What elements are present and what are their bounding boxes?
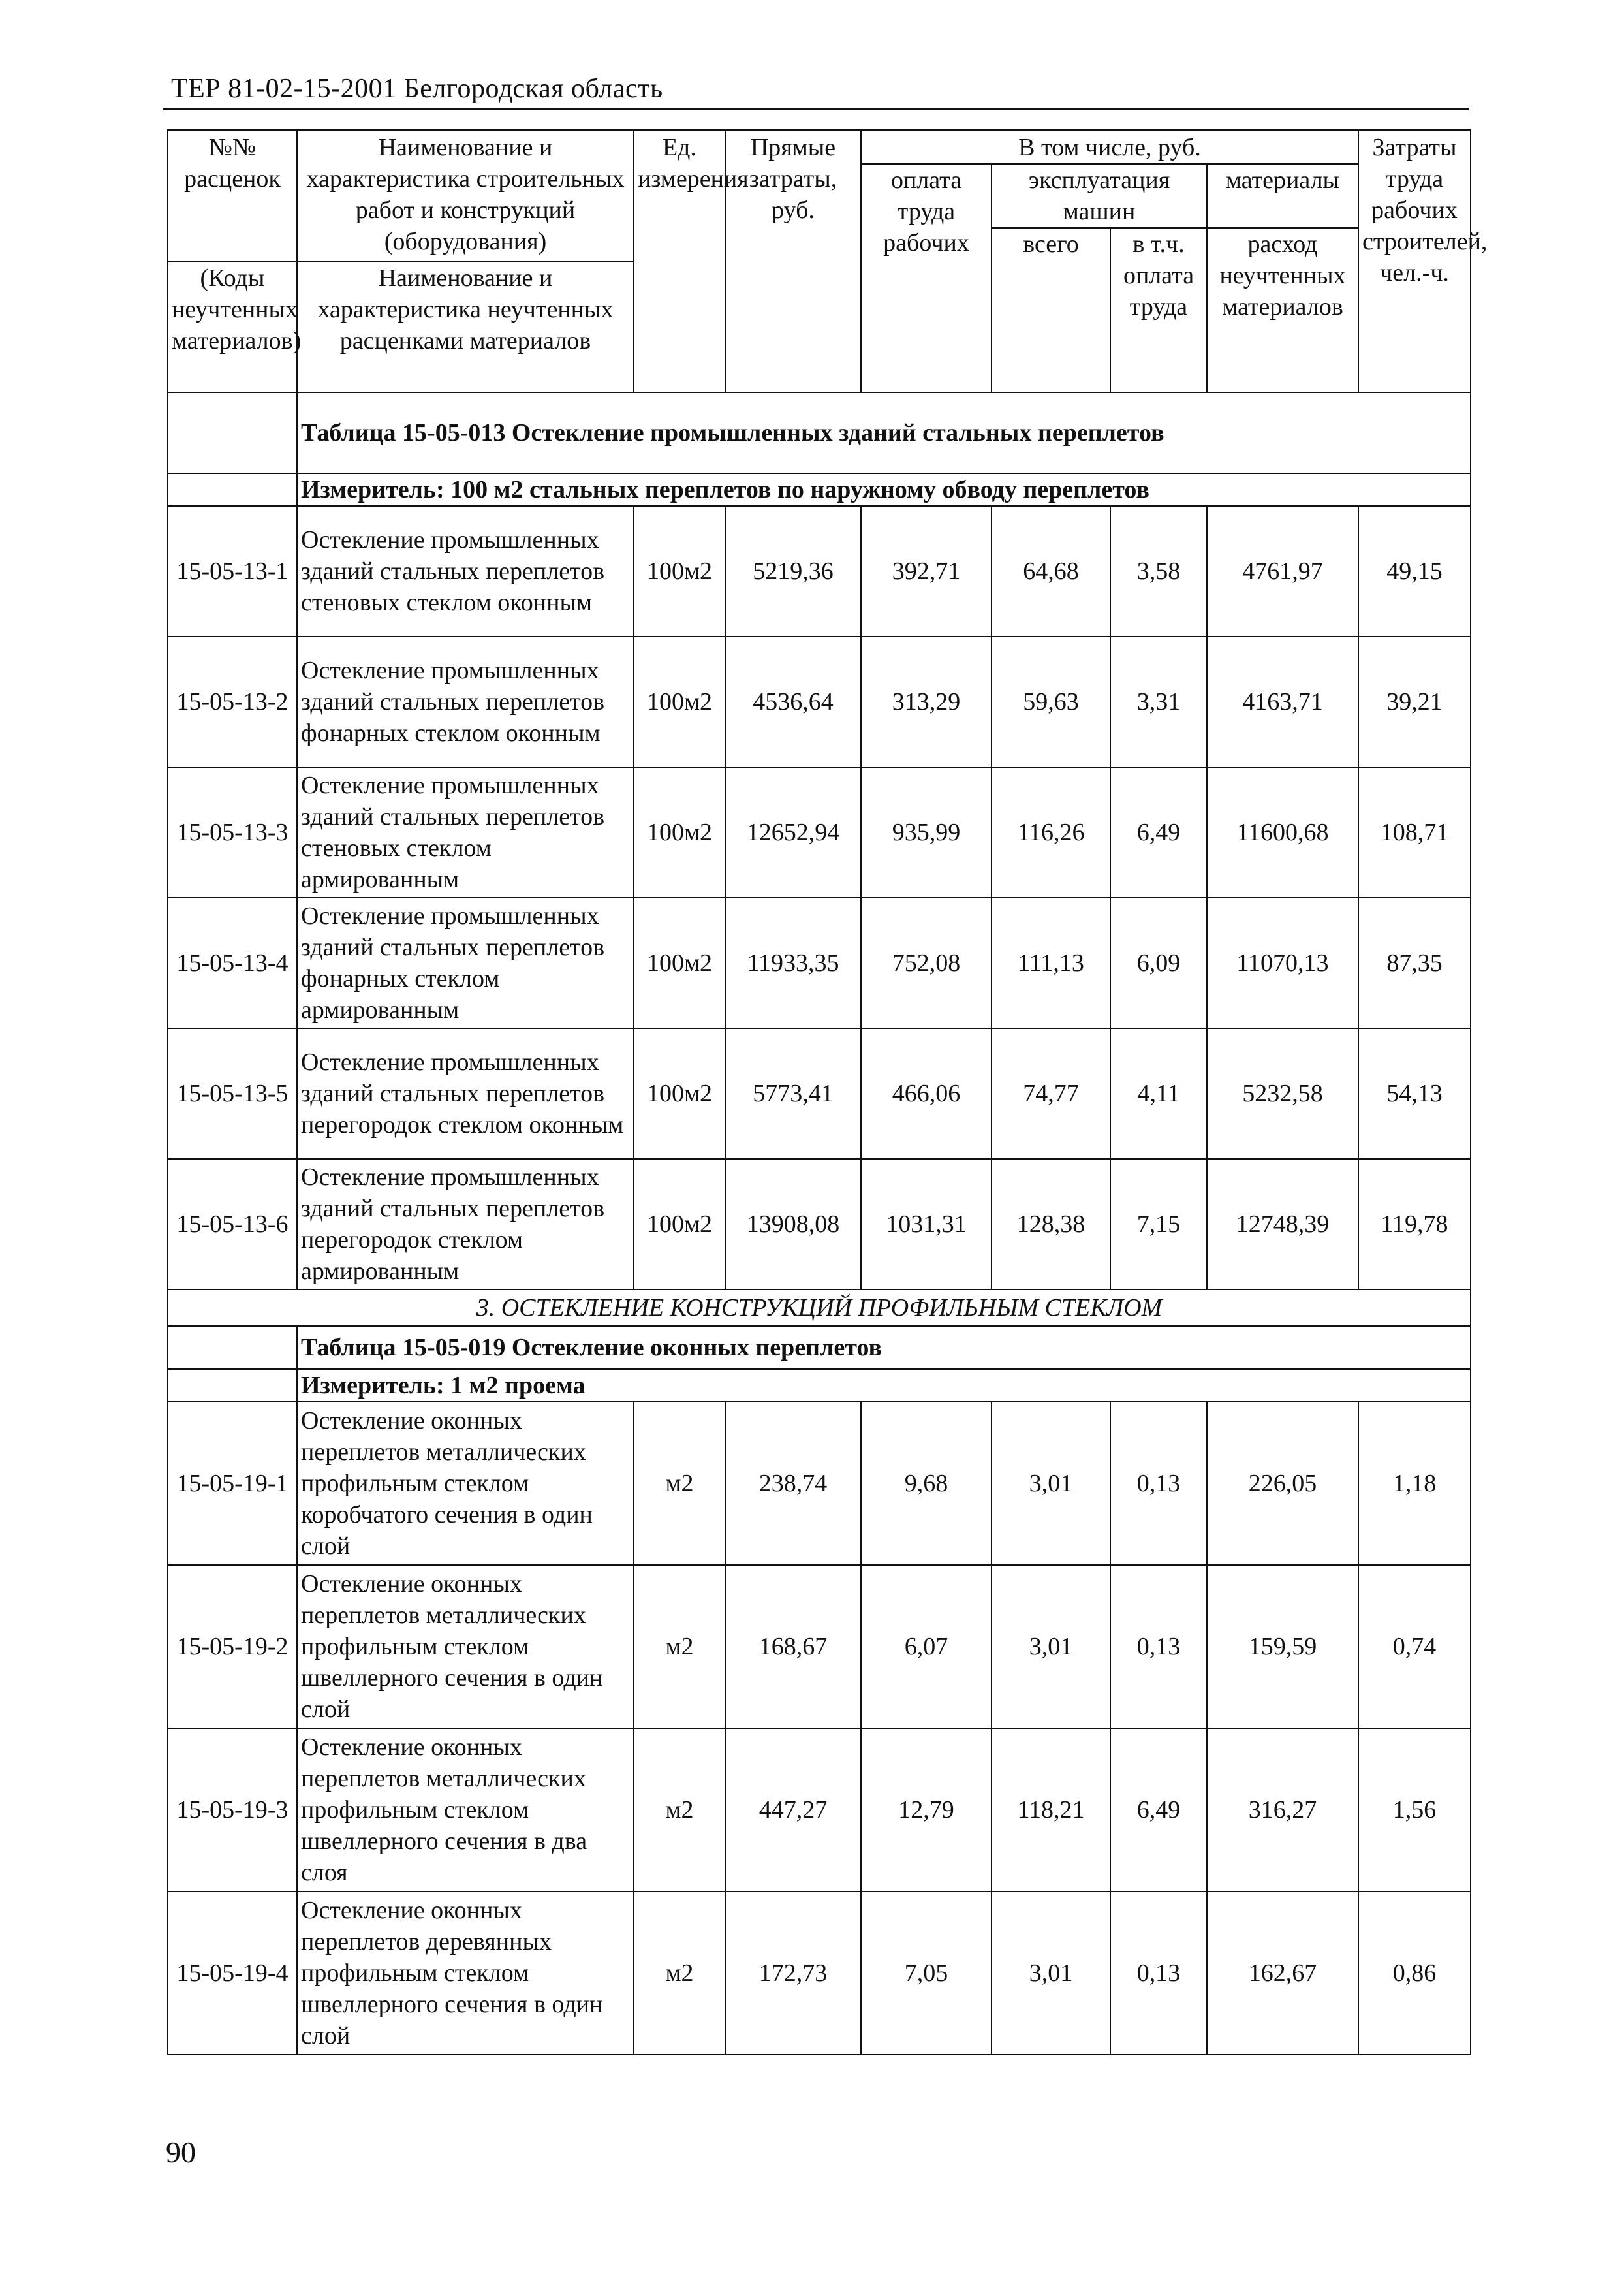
rate-code: 15-05-19-1 bbox=[168, 1402, 297, 1565]
header-including: В том числе, руб. bbox=[861, 130, 1358, 164]
rate-code: 15-05-13-4 bbox=[168, 898, 297, 1028]
header-code-alt: (Коды неучтенных материалов) bbox=[168, 262, 297, 392]
materials: 226,05 bbox=[1207, 1402, 1358, 1565]
section-heading: 3. ОСТЕКЛЕНИЕ КОНСТРУКЦИЙ ПРОФИЛЬНЫМ СТЕКЛОМ bbox=[168, 1289, 1471, 1326]
direct-costs: 168,67 bbox=[725, 1565, 861, 1728]
rate-code: 15-05-13-3 bbox=[168, 767, 297, 898]
wages: 466,06 bbox=[861, 1028, 992, 1159]
page-number: 90 bbox=[166, 2136, 196, 2169]
machines-total: 118,21 bbox=[992, 1728, 1110, 1891]
work-name: Остекление оконных переплетов металлических профильным стеклом коробчатого сечения в один слой bbox=[297, 1402, 634, 1565]
labor: 49,15 bbox=[1358, 506, 1471, 637]
wages: 6,07 bbox=[861, 1565, 992, 1728]
table-row bbox=[168, 1159, 1471, 1289]
header-code: №№ расценок bbox=[168, 130, 297, 262]
materials: 159,59 bbox=[1207, 1565, 1358, 1728]
wages: 935,99 bbox=[861, 767, 992, 898]
direct-costs: 4536,64 bbox=[725, 637, 861, 767]
header-name-alt: Наименование и характеристика неучтенных расценками материалов bbox=[297, 262, 634, 392]
wages: 752,08 bbox=[861, 898, 992, 1028]
labor: 39,21 bbox=[1358, 637, 1471, 767]
header-name: Наименование и характеристика строительных работ и конструкций (оборудования) bbox=[297, 130, 634, 262]
machines-total: 3,01 bbox=[992, 1402, 1110, 1565]
materials: 4163,71 bbox=[1207, 637, 1358, 767]
header-materials-unaccounted: расход неучтенных материалов bbox=[1207, 228, 1358, 392]
header-direct-costs: Прямые затраты, руб. bbox=[725, 130, 861, 392]
spacer-cell bbox=[168, 1326, 297, 1369]
table-row bbox=[168, 637, 1471, 767]
work-name: Остекление промышленных зданий стальных переплетов перегородок стеклом оконным bbox=[297, 1028, 634, 1159]
wages: 12,79 bbox=[861, 1728, 992, 1891]
machines-wages: 0,13 bbox=[1110, 1565, 1207, 1728]
rate-code: 15-05-13-2 bbox=[168, 637, 297, 767]
work-name: Остекление промышленных зданий стальных переплетов стеновых стеклом армированным bbox=[297, 767, 634, 898]
direct-costs: 11933,35 bbox=[725, 898, 861, 1028]
machines-total: 74,77 bbox=[992, 1028, 1110, 1159]
direct-costs: 5219,36 bbox=[725, 506, 861, 637]
direct-costs: 13908,08 bbox=[725, 1159, 861, 1289]
table-row bbox=[168, 1565, 1471, 1728]
direct-costs: 447,27 bbox=[725, 1728, 861, 1891]
wages: 392,71 bbox=[861, 506, 992, 637]
rate-code: 15-05-19-2 bbox=[168, 1565, 297, 1728]
machines-total: 3,01 bbox=[992, 1891, 1110, 2055]
header-materials: материалы bbox=[1207, 164, 1358, 228]
unit: 100м2 bbox=[634, 637, 725, 767]
header-wages: оплата труда рабочих bbox=[861, 164, 992, 392]
spacer-cell bbox=[168, 1369, 297, 1402]
header-rule bbox=[163, 108, 1469, 110]
wages: 7,05 bbox=[861, 1891, 992, 2055]
work-name: Остекление оконных переплетов металлических профильным стеклом швеллерного сечения в один слой bbox=[297, 1565, 634, 1728]
unit: 100м2 bbox=[634, 767, 725, 898]
work-name: Остекление промышленных зданий стальных переплетов фонарных стеклом армированным bbox=[297, 898, 634, 1028]
materials: 316,27 bbox=[1207, 1728, 1358, 1891]
rate-code: 15-05-19-4 bbox=[168, 1891, 297, 2055]
machines-wages: 4,11 bbox=[1110, 1028, 1207, 1159]
table-measure: Измеритель: 100 м2 стальных переплетов по наружному обводу переплетов bbox=[297, 473, 1471, 506]
header-machines-total: всего bbox=[992, 228, 1110, 392]
table-title: Таблица 15-05-019 Остекление оконных переплетов bbox=[297, 1326, 1471, 1369]
machines-total: 59,63 bbox=[992, 637, 1110, 767]
wages: 1031,31 bbox=[861, 1159, 992, 1289]
machines-wages: 6,09 bbox=[1110, 898, 1207, 1028]
machines-wages: 0,13 bbox=[1110, 1402, 1207, 1565]
machines-total: 64,68 bbox=[992, 506, 1110, 637]
rate-code: 15-05-19-3 bbox=[168, 1728, 297, 1891]
rate-code: 15-05-13-5 bbox=[168, 1028, 297, 1159]
work-name: Остекление оконных переплетов деревянных профильным стеклом швеллерного сечения в один слой bbox=[297, 1891, 634, 2055]
header-unit: Ед. измерения bbox=[634, 130, 725, 392]
work-name: Остекление оконных переплетов металлических профильным стеклом швеллерного сечения в два слоя bbox=[297, 1728, 634, 1891]
labor: 0,74 bbox=[1358, 1565, 1471, 1728]
unit: м2 bbox=[634, 1891, 725, 2055]
unit: 100м2 bbox=[634, 506, 725, 637]
machines-wages: 3,31 bbox=[1110, 637, 1207, 767]
unit: м2 bbox=[634, 1565, 725, 1728]
page-header: ТЕР 81-02-15-2001 Белгородская область bbox=[171, 74, 663, 104]
machines-wages: 3,58 bbox=[1110, 506, 1207, 637]
machines-wages: 7,15 bbox=[1110, 1159, 1207, 1289]
direct-costs: 238,74 bbox=[725, 1402, 861, 1565]
materials: 12748,39 bbox=[1207, 1159, 1358, 1289]
header-machines-wages: в т.ч. оплата труда bbox=[1110, 228, 1207, 392]
table-row bbox=[168, 767, 1471, 898]
table-measure: Измеритель: 1 м2 проема bbox=[297, 1369, 1471, 1402]
materials: 4761,97 bbox=[1207, 506, 1358, 637]
header-machines: эксплуатация машин bbox=[992, 164, 1207, 228]
machines-total: 111,13 bbox=[992, 898, 1110, 1028]
table-row bbox=[168, 506, 1471, 637]
labor: 108,71 bbox=[1358, 767, 1471, 898]
wages: 313,29 bbox=[861, 637, 992, 767]
work-name: Остекление промышленных зданий стальных переплетов стеновых стеклом оконным bbox=[297, 506, 634, 637]
machines-total: 3,01 bbox=[992, 1565, 1110, 1728]
unit: м2 bbox=[634, 1402, 725, 1565]
direct-costs: 5773,41 bbox=[725, 1028, 861, 1159]
work-name: Остекление промышленных зданий стальных переплетов перегородок стеклом армированным bbox=[297, 1159, 634, 1289]
unit: 100м2 bbox=[634, 1028, 725, 1159]
materials: 162,67 bbox=[1207, 1891, 1358, 2055]
unit: 100м2 bbox=[634, 1159, 725, 1289]
wages: 9,68 bbox=[861, 1402, 992, 1565]
table-row bbox=[168, 1028, 1471, 1159]
machines-wages: 6,49 bbox=[1110, 767, 1207, 898]
machines-total: 116,26 bbox=[992, 767, 1110, 898]
table-row bbox=[168, 1402, 1471, 1565]
rate-code: 15-05-13-1 bbox=[168, 506, 297, 637]
spacer-cell bbox=[168, 473, 297, 506]
materials: 5232,58 bbox=[1207, 1028, 1358, 1159]
direct-costs: 12652,94 bbox=[725, 767, 861, 898]
table-row bbox=[168, 1728, 1471, 1891]
unit: 100м2 bbox=[634, 898, 725, 1028]
labor: 1,56 bbox=[1358, 1728, 1471, 1891]
direct-costs: 172,73 bbox=[725, 1891, 861, 2055]
machines-total: 128,38 bbox=[992, 1159, 1110, 1289]
labor: 54,13 bbox=[1358, 1028, 1471, 1159]
machines-wages: 6,49 bbox=[1110, 1728, 1207, 1891]
work-name: Остекление промышленных зданий стальных переплетов фонарных стеклом оконным bbox=[297, 637, 634, 767]
labor: 0,86 bbox=[1358, 1891, 1471, 2055]
table-row bbox=[168, 898, 1471, 1028]
spacer-cell bbox=[168, 392, 297, 473]
rate-code: 15-05-13-6 bbox=[168, 1159, 297, 1289]
materials: 11600,68 bbox=[1207, 767, 1358, 898]
labor: 87,35 bbox=[1358, 898, 1471, 1028]
rates-table bbox=[167, 129, 1488, 2055]
labor: 1,18 bbox=[1358, 1402, 1471, 1565]
labor: 119,78 bbox=[1358, 1159, 1471, 1289]
table-row bbox=[168, 1891, 1471, 2055]
machines-wages: 0,13 bbox=[1110, 1891, 1207, 2055]
table-title: Таблица 15-05-013 Остекление промышленных зданий стальных переплетов bbox=[297, 392, 1471, 473]
materials: 11070,13 bbox=[1207, 898, 1358, 1028]
unit: м2 bbox=[634, 1728, 725, 1891]
header-labor: Затраты труда рабочих строителей, чел.-ч. bbox=[1358, 130, 1471, 392]
